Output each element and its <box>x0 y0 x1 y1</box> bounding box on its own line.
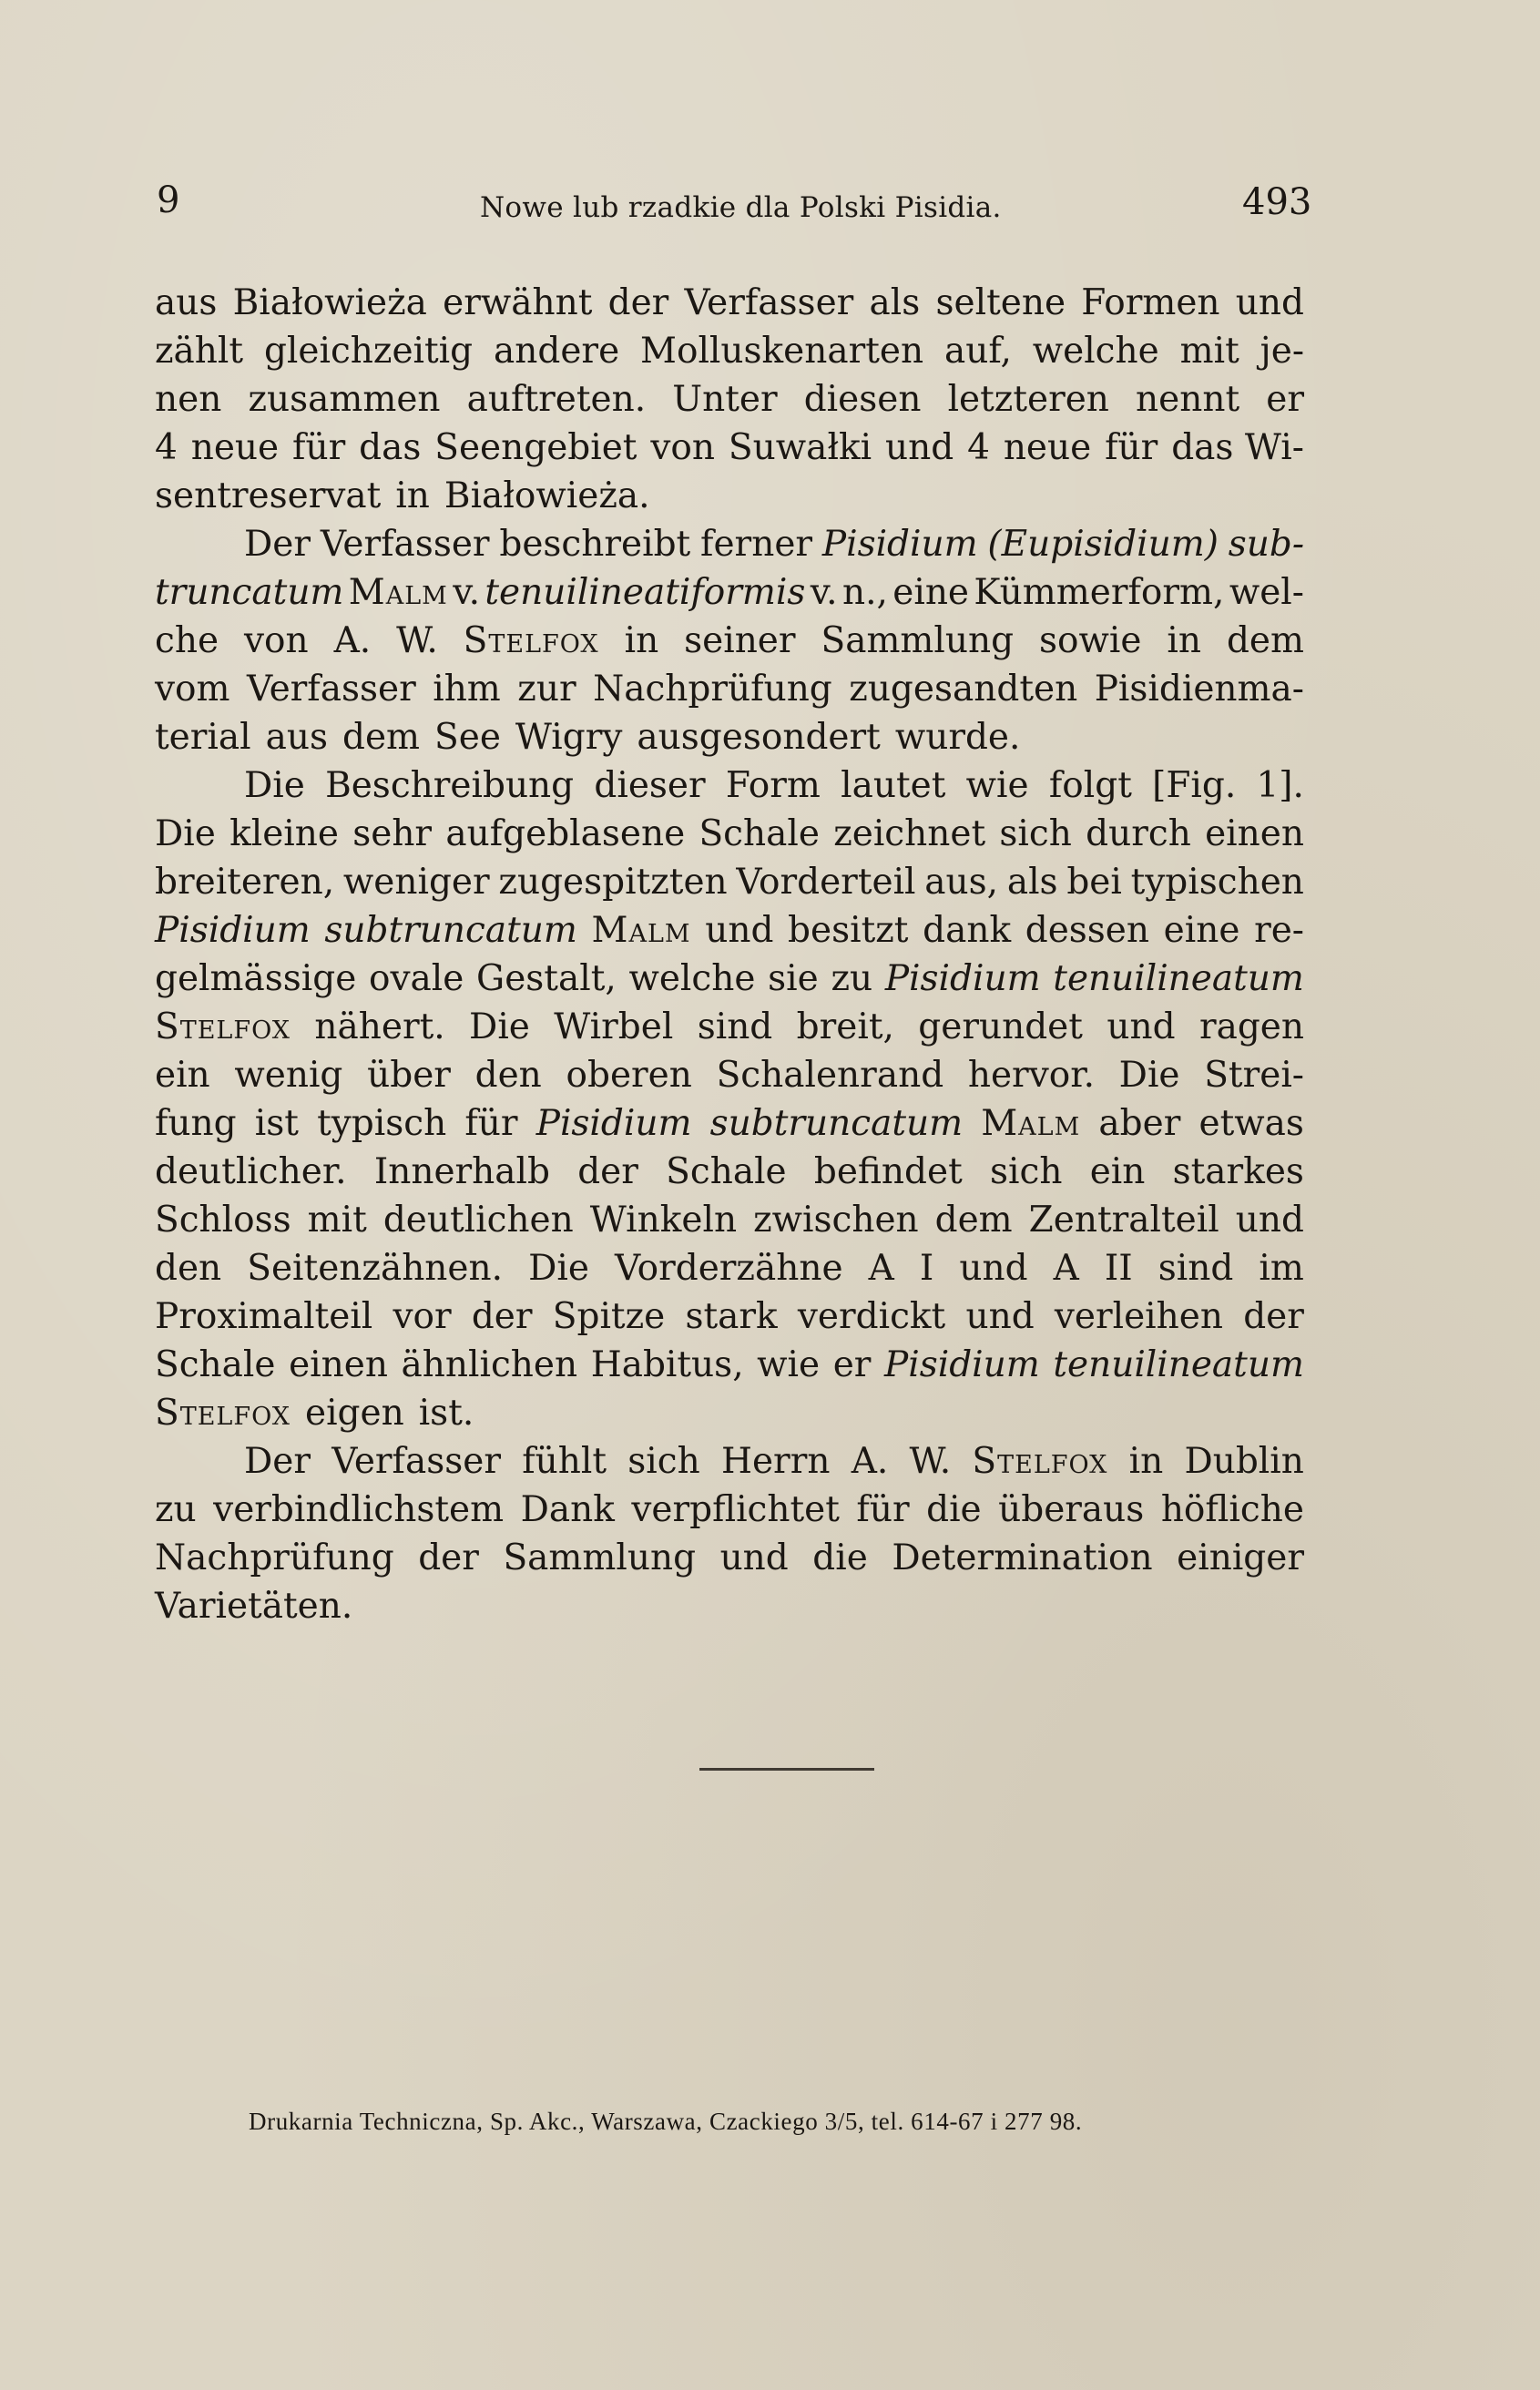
text-line <box>155 568 1304 617</box>
word: zu <box>831 958 873 999</box>
text-line <box>155 1486 1304 1534</box>
text-line <box>155 279 1304 327</box>
word: und <box>1235 1200 1304 1241</box>
word: Stelfox <box>972 1441 1108 1482</box>
text-line <box>155 617 1304 665</box>
word: von <box>243 620 309 661</box>
word: je- <box>1260 331 1304 372</box>
word: dieser <box>594 765 706 806</box>
word: auftreten. <box>466 379 647 420</box>
word: einiger <box>1177 1537 1304 1578</box>
word: A <box>868 1248 894 1289</box>
word: für <box>464 1103 518 1144</box>
word: neue <box>190 427 280 468</box>
word: Die <box>155 813 216 854</box>
word: zählt <box>155 331 244 372</box>
word: wie <box>965 765 1029 806</box>
word: Sammlung <box>503 1537 697 1578</box>
word: Stelfox <box>155 1393 291 1434</box>
word: zugesandten <box>849 669 1078 710</box>
word: sowie <box>1039 620 1142 661</box>
text-line <box>155 1003 1304 1051</box>
word: Schalenrand <box>716 1055 944 1096</box>
word: der <box>607 282 669 323</box>
word: ist. <box>418 1393 474 1434</box>
word: breit, <box>796 1006 894 1047</box>
word: und <box>705 910 774 951</box>
word: che <box>155 620 219 661</box>
word: Seengebiet <box>434 427 637 468</box>
word: I <box>919 1248 934 1289</box>
word: mit <box>307 1200 367 1241</box>
word: dem <box>934 1200 1013 1241</box>
word: er <box>1266 379 1304 420</box>
word: nähert. <box>314 1006 445 1047</box>
word: dem <box>1226 620 1304 661</box>
word: höfliche <box>1160 1489 1304 1530</box>
text-line <box>155 375 1304 424</box>
word: Schloss <box>155 1200 291 1241</box>
word: aus, <box>924 862 999 903</box>
word: sie <box>768 958 819 999</box>
word: ausgesondert <box>637 717 881 758</box>
word: über <box>367 1055 451 1096</box>
word: Molluskenarten <box>640 331 924 372</box>
word: Pisidium <box>884 958 1041 999</box>
word: aber <box>1098 1103 1181 1144</box>
text-line <box>155 1437 1304 1486</box>
word: deutlicher. <box>155 1151 347 1192</box>
page-number-right: 493 <box>1242 181 1312 223</box>
word: verleihen <box>1054 1296 1223 1337</box>
word: das Wi- <box>1171 427 1304 468</box>
word: verpflichtet <box>631 1489 840 1530</box>
word: aufgeblasene <box>445 813 686 854</box>
word: gelmässige <box>155 958 357 999</box>
text-line <box>155 327 1304 375</box>
word: dem <box>342 717 421 758</box>
section-separator <box>699 1768 874 1771</box>
word: Spitze <box>552 1296 666 1337</box>
word: Varietäten. <box>155 1586 353 1627</box>
word: Die <box>244 765 305 806</box>
word: eine <box>892 572 970 613</box>
word: auf, <box>944 331 1012 372</box>
word: von <box>650 427 715 468</box>
text-line <box>155 665 1304 713</box>
word: II <box>1104 1248 1133 1289</box>
word: tenuilineatiformis <box>484 572 806 613</box>
word: ähnlichen <box>401 1344 578 1385</box>
word: dank <box>923 910 1012 951</box>
word: subtruncatum <box>709 1103 964 1144</box>
word: Winkeln <box>589 1200 738 1241</box>
text-line <box>155 424 1304 472</box>
word: Unter <box>672 379 778 420</box>
word: überaus <box>998 1489 1145 1530</box>
text-line <box>155 1051 1304 1099</box>
word: breiteren, <box>155 862 335 903</box>
word: terial <box>155 717 251 758</box>
word: erwähnt <box>443 282 593 323</box>
word: Suwałki <box>728 427 872 468</box>
word: bei <box>1066 862 1122 903</box>
text-line <box>155 858 1304 906</box>
word: andere <box>494 331 620 372</box>
word: Pisidium <box>155 910 311 951</box>
word: tenuilineatum <box>1053 958 1304 999</box>
word: hervor. <box>967 1055 1095 1096</box>
word: fung <box>155 1103 237 1144</box>
word: sich <box>627 1441 700 1482</box>
word: Die <box>469 1006 530 1047</box>
text-line <box>155 472 1304 520</box>
word: verdickt <box>797 1296 946 1337</box>
printer-imprint: Drukarnia Techniczna, Sp. Akc., Warszawa, Czackiego 3/5, tel. 614-67 i 277 98. <box>249 2108 1083 2135</box>
word: und <box>1107 1006 1176 1047</box>
word: 1]. <box>1256 765 1304 806</box>
word: Verfasser <box>246 669 416 710</box>
word: und <box>885 427 954 468</box>
word: eine <box>1163 910 1240 951</box>
word: sind <box>1158 1248 1234 1289</box>
text-line <box>155 1389 1304 1437</box>
word: weniger <box>342 862 490 903</box>
word: befindet <box>813 1151 963 1192</box>
word: diesen <box>803 379 922 420</box>
word: in <box>1167 620 1201 661</box>
word: Verfasser <box>320 524 490 565</box>
word: in <box>624 620 659 661</box>
text-line <box>155 1148 1304 1196</box>
word: zwischen <box>753 1200 919 1241</box>
word: zugespitzten <box>498 862 728 903</box>
word: Białowieża <box>232 282 427 323</box>
word: der <box>1243 1296 1304 1337</box>
word: Schale <box>666 1151 787 1192</box>
word: 4 <box>967 427 990 468</box>
word: Dank <box>520 1489 615 1530</box>
word: beschreibt <box>499 524 691 565</box>
word: W. <box>909 1441 952 1482</box>
word: wurde. <box>894 717 1021 758</box>
word: das <box>359 427 422 468</box>
word: Malm <box>348 572 448 613</box>
word: starkes <box>1172 1151 1304 1192</box>
page-number-left: 9 <box>157 179 180 221</box>
word: ein <box>1089 1151 1146 1192</box>
word: wel- <box>1229 572 1304 613</box>
word: nen <box>155 379 222 420</box>
word: v. <box>810 572 838 613</box>
word: für <box>292 427 346 468</box>
word: letzteren <box>947 379 1109 420</box>
word: A <box>1053 1248 1079 1289</box>
text-line <box>155 906 1304 955</box>
word: Habitus, <box>590 1344 744 1385</box>
word: zu <box>155 1489 197 1530</box>
word: seiner <box>684 620 796 661</box>
word: (Eupisidium) <box>987 524 1219 565</box>
text-line <box>155 1099 1304 1148</box>
word: Stelfox <box>463 620 599 661</box>
word: Form <box>725 765 821 806</box>
text-line <box>155 1582 1304 1630</box>
word: einen <box>1205 813 1304 854</box>
word: Verfasser <box>684 282 854 323</box>
text-line <box>155 810 1304 858</box>
word: Herrn <box>720 1441 831 1482</box>
word: den <box>474 1055 542 1096</box>
word: wie <box>757 1344 821 1385</box>
word: Determination <box>892 1537 1153 1578</box>
word: und <box>719 1537 789 1578</box>
word: sentreservat <box>155 475 382 516</box>
word: Dublin <box>1184 1441 1304 1482</box>
text-line <box>155 713 1304 761</box>
word: ferner <box>700 524 813 565</box>
text-line <box>155 1196 1304 1244</box>
word: in <box>395 475 430 516</box>
word: zeichnet <box>833 813 986 854</box>
word: und <box>1235 282 1304 323</box>
word: lautet <box>841 765 946 806</box>
word: Schale <box>155 1344 276 1385</box>
word: als <box>1006 862 1058 903</box>
word: zusammen <box>248 379 441 420</box>
word: [Fig. <box>1152 765 1237 806</box>
word: der <box>418 1537 479 1578</box>
word: Malm <box>981 1103 1081 1144</box>
word: Schale <box>699 813 820 854</box>
text-line <box>155 955 1304 1003</box>
text-line <box>155 1534 1304 1582</box>
word: Verfasser <box>331 1441 501 1482</box>
word: oberen <box>566 1055 692 1096</box>
word: verbindlichstem <box>213 1489 505 1530</box>
text-line <box>155 1341 1304 1389</box>
word: für <box>1105 427 1158 468</box>
word: A. <box>851 1441 889 1482</box>
word: re- <box>1254 910 1304 951</box>
word: welche <box>1032 331 1159 372</box>
word: n., <box>841 572 888 613</box>
word: er <box>832 1344 872 1385</box>
word: etwas <box>1198 1103 1304 1144</box>
word: die <box>812 1537 868 1578</box>
word: Zentralteil <box>1028 1200 1219 1241</box>
word: eigen <box>304 1393 404 1434</box>
word: neue <box>1003 427 1092 468</box>
word: vor <box>393 1296 452 1337</box>
word: und <box>959 1248 1028 1289</box>
word: Vorderzähne <box>615 1248 843 1289</box>
word: seltene <box>935 282 1066 323</box>
text-line <box>155 1292 1304 1341</box>
word: aus <box>155 282 218 323</box>
word: besitzt <box>788 910 909 951</box>
word: typischen <box>1130 862 1304 903</box>
word: ihm <box>433 669 501 710</box>
word: W. <box>396 620 438 661</box>
word: Beschreibung <box>325 765 575 806</box>
word: vom <box>155 669 230 710</box>
word: zur <box>517 669 576 710</box>
word: v. <box>453 572 480 613</box>
text-line <box>155 1244 1304 1292</box>
word: Nachprüfung <box>155 1537 394 1578</box>
word: den <box>155 1248 222 1289</box>
word: Der <box>244 524 311 565</box>
word: Proximalteil <box>155 1296 373 1337</box>
word: Malm <box>591 910 691 951</box>
word: nennt <box>1136 379 1240 420</box>
word: Wigry <box>515 717 623 758</box>
text-line <box>155 761 1304 810</box>
word: 4 <box>155 427 178 468</box>
word: wenig <box>234 1055 343 1096</box>
word: A. <box>333 620 372 661</box>
word: aus <box>265 717 328 758</box>
word: Gestalt, <box>476 958 617 999</box>
word: Pisidium <box>535 1103 692 1144</box>
word: gleichzeitig <box>263 331 474 372</box>
word: Pisidium <box>821 524 978 565</box>
word: dessen <box>1025 910 1150 951</box>
word: Strei- <box>1204 1055 1304 1096</box>
body-text <box>155 279 1304 1630</box>
word: Sammlung <box>821 620 1015 661</box>
word: deutlichen <box>382 1200 574 1241</box>
word: ovale <box>369 958 464 999</box>
word: Wirbel <box>554 1006 674 1047</box>
word: sind <box>697 1006 773 1047</box>
word: sub- <box>1228 524 1304 565</box>
word: tenuilineatum <box>1053 1344 1304 1385</box>
word: stark <box>685 1296 778 1337</box>
text-line <box>155 520 1304 568</box>
word: die <box>926 1489 982 1530</box>
word: Pisidium <box>884 1344 1040 1385</box>
word: Formen <box>1081 282 1220 323</box>
word: durch <box>1086 813 1191 854</box>
word: Vorderteil <box>736 862 916 903</box>
word: ist <box>254 1103 299 1144</box>
word: der <box>471 1296 533 1337</box>
word: fühlt <box>522 1441 607 1482</box>
word: Pisidienma- <box>1094 669 1304 710</box>
word: sich <box>999 813 1072 854</box>
word: ein <box>155 1055 210 1096</box>
word: sich <box>990 1151 1063 1192</box>
word: mit <box>1179 331 1239 372</box>
word: See <box>434 717 501 758</box>
word: der <box>577 1151 638 1192</box>
word: als <box>869 282 921 323</box>
word: einen <box>289 1344 388 1385</box>
word: in <box>1128 1441 1164 1482</box>
word: im <box>1259 1248 1304 1289</box>
word: Kümmerform, <box>974 572 1225 613</box>
word: typisch <box>317 1103 447 1144</box>
word: Der <box>244 1441 311 1482</box>
word: Die <box>528 1248 589 1289</box>
word: und <box>965 1296 1035 1337</box>
word: Nachprüfung <box>593 669 832 710</box>
word: sehr <box>352 813 433 854</box>
word: truncatum <box>155 572 344 613</box>
word: Die <box>1118 1055 1180 1096</box>
running-title: Nowe lub rzadkie dla Polski Pisidia. <box>480 191 1002 224</box>
word: Białowieża. <box>444 475 650 516</box>
word: Innerhalb <box>373 1151 550 1192</box>
word: welche <box>628 958 756 999</box>
word: kleine <box>229 813 339 854</box>
word: gerundet <box>918 1006 1083 1047</box>
word: ragen <box>1198 1006 1304 1047</box>
word: subtruncatum <box>324 910 577 951</box>
word: Seitenzähnen. <box>247 1248 504 1289</box>
word: für <box>856 1489 910 1530</box>
word: Stelfox <box>155 1006 291 1047</box>
word: folgt <box>1048 765 1132 806</box>
